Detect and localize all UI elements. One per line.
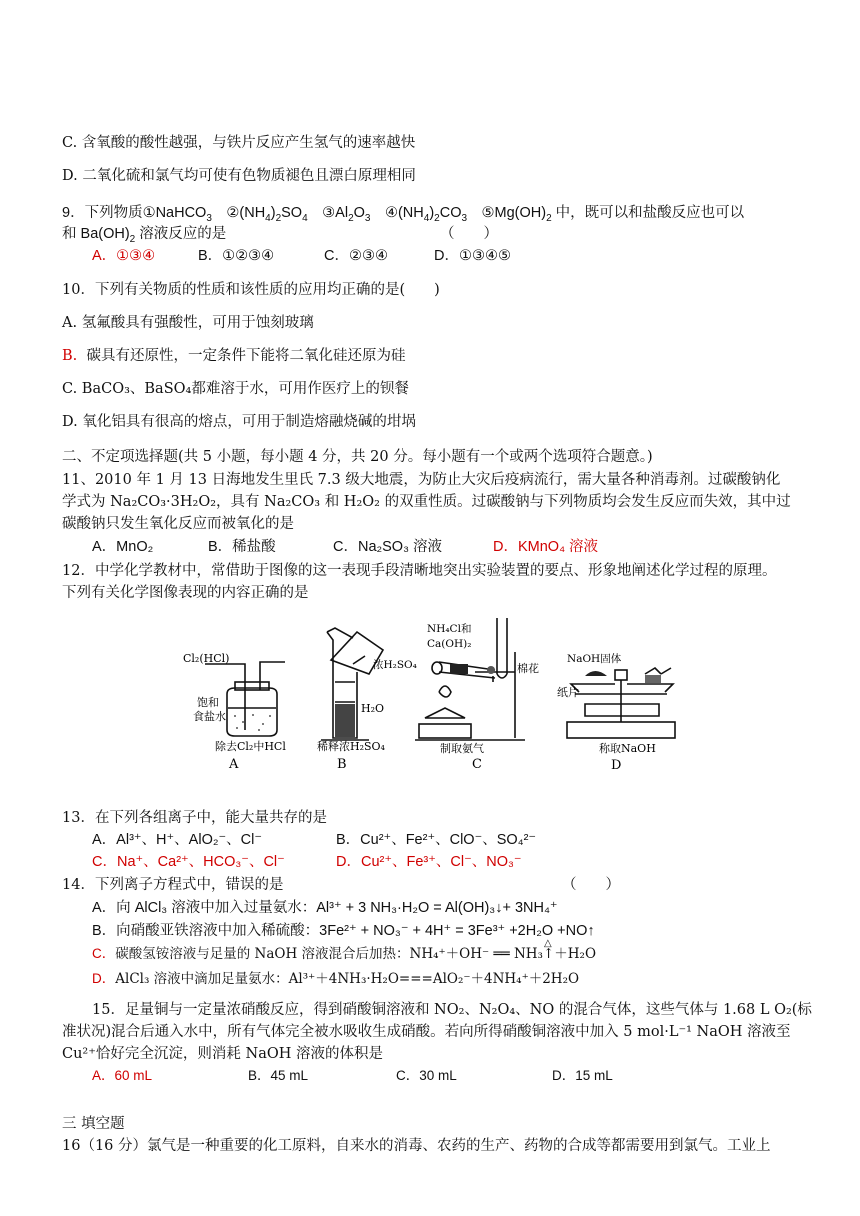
apparatus-b-water-label: H₂O [361, 702, 385, 715]
section-3-heading: 三 填空题 [62, 1116, 125, 1132]
q15-option-d: D．15 mL [552, 1068, 613, 1083]
q15-option-a: A．60 mL [92, 1068, 153, 1083]
q15-option-b: B．45 mL [248, 1068, 309, 1083]
apparatus-d-letter: D [611, 758, 622, 772]
apparatus-c-ammonia-setup [415, 618, 525, 740]
apparatus-b-letter: B [337, 757, 347, 772]
q12-line1: 12．中学化学教材中，常借助于图像的这一表现手段清晰地突出实验装置的要点、形象地阐述化学过程的原理。 [62, 563, 777, 579]
q11-option-b: B．稀盐酸 [208, 539, 276, 555]
q14-option-b: B．向硝酸亚铁溶液中加入稀硫酸：3Fe²⁺ + NO₃⁻ + 4H⁺ = 3Fe³⁺ +2H₂O +NO↑ [92, 923, 595, 939]
q11-line3: 碳酸钠只发生氧化反应而被氧化的是 [62, 516, 294, 532]
q-prev-option-c: C. 含氧酸的酸性越强，与铁片反应产生氢气的速率越快 [62, 135, 416, 151]
q15-option-c: C．30 mL [396, 1068, 457, 1083]
apparatus-a-gas-label: Cl₂(HCl) [183, 652, 230, 665]
apparatus-a-letter: A [229, 757, 239, 772]
apparatus-d-caption: 称取NaOH [599, 742, 656, 755]
q-prev-option-d: D. 二氧化硫和氯气均可使有色物质褪色且漂白原理相同 [62, 168, 416, 184]
q13-stem: 13．在下列各组离子中，能大量共存的是 [62, 810, 327, 826]
q10-stem: 10．下列有关物质的性质和该性质的应用均正确的是( ) [62, 282, 440, 298]
apparatus-b-acid-label: 浓H₂SO₄ [373, 659, 417, 671]
q15-line2: 准状况)混合后通入水中，所有气体完全被水吸收生成硝酸。若向所得硝酸铜溶液中加入 5 mol·L⁻¹ NaOH 溶液至 [62, 1024, 791, 1040]
q11-line2: 学式为 Na₂CO₃·3H₂O₂，具有 Na₂CO₃ 和 H₂O₂ 的双重性质。过碳酸钠与下列物质均会发生反应而失效，其中过 [62, 494, 791, 510]
apparatus-c-label-1: NH₄Cl和 [427, 623, 472, 635]
q9-option-b: B．①②③④ [198, 248, 275, 264]
apparatus-c-cotton-label: 棉花 [517, 662, 539, 675]
apparatus-d-paper-label: 纸片 [557, 686, 579, 699]
q11-option-d: D．KMnO₄ 溶液 [493, 539, 599, 555]
q16-line1: 16（16 分）氯气是一种重要的化工原料，自来水的消毒、农药的生产、药物的合成等都需要用到氯气。工业上 [62, 1138, 771, 1154]
apparatus-c-letter: C [472, 757, 482, 772]
q10-option-b: B. 碳具有还原性，一定条件下能将二氧化硅还原为硅 [62, 348, 406, 364]
apparatus-b-caption: 稀释浓H₂SO₄ [317, 740, 385, 753]
q13-option-a: A．Al³⁺、H⁺、AlO₂⁻、Cl⁻ [92, 832, 262, 848]
q13-options-row2 [92, 852, 522, 872]
q9-stem-line2: 和 $Ba(OH)_2$ 溶液反应的是 （ ） [62, 226, 498, 245]
apparatus-a-caption: 除去Cl₂中HCl [215, 740, 286, 753]
q11-line1: 11、2010 年 1 月 13 日海地发生里氏 7.3 级大地震，为防止大灾后疫病流行，需大量各种消毒剂。过碳酸钠化 [62, 472, 781, 488]
apparatus-c-label-2: Ca(OH)₂ [427, 638, 472, 650]
q9-answer-paren: （ ） [440, 226, 498, 242]
q11-option-a: A．MnO₂ [92, 539, 154, 555]
q13-option-d: D．Cu²⁺、Fe³⁺、Cl⁻、NO₃⁻ [336, 854, 522, 870]
q11-option-c: C．Na₂SO₃ 溶液 [333, 539, 443, 555]
q14-stem: 14．下列离子方程式中，错误的是 （ ） [62, 877, 620, 893]
q13-option-c: C．Na⁺、Ca²⁺、HCO₃⁻、Cl⁻ [92, 854, 285, 870]
q15-line3: Cu²⁺恰好完全沉淀，则消耗 NaOH 溶液的体积是 [62, 1046, 383, 1062]
apparatus-a-label-1: 饱和 [197, 696, 219, 709]
q15-options [92, 1066, 613, 1086]
q10-option-c: C. BaCO₃、BaSO₄都难溶于水，可用作医疗上的钡餐 [62, 381, 409, 397]
q9-stem-line1: 9．下列物质①NaHCO$_3$ $②(NH_4)_2SO_4$ $③Al_2O_3$ $④(NH_4)_2CO_3$ $⑤Mg(OH)_2$ 中，既可以和盐酸反应也可以 [62, 205, 745, 224]
q13-options-row1 [92, 830, 536, 850]
q9-options [92, 246, 511, 266]
section-2-heading: 二、不定项选择题(共 5 小题，每小题 4 分，共 20 分。每小题有一个或两个选项符合题意。) [62, 449, 653, 465]
apparatus-c-caption: 制取氨气 [440, 742, 484, 755]
apparatus-d-solid-label: NaOH固体 [567, 653, 622, 665]
q9-option-c: C．②③④ [324, 248, 388, 264]
q12-apparatus-figure [175, 612, 695, 772]
q14-answer-paren: （ ） [562, 877, 620, 893]
q11-options [92, 537, 598, 557]
q14-option-d: D．AlCl₃ 溶液中滴加足量氨水：Al³⁺＋4NH₃·H₂O===AlO₂⁻＋4NH₄⁺＋2H₂O [92, 971, 580, 987]
q9-option-d: D．①③④⑤ [434, 248, 511, 264]
q9-option-a: A．①③④ [92, 248, 156, 264]
q10-option-d: D. 氧化铝具有很高的熔点，可用于制造熔融烧碱的坩埚 [62, 414, 416, 430]
q13-option-b: B．Cu²⁺、Fe²⁺、ClO⁻、SO₄²⁻ [336, 832, 537, 848]
q12-line2: 下列有关化学图像表现的内容正确的是 [62, 585, 309, 601]
q14-option-c: C．碳酸氢铵溶液与足量的 NaOH 溶液混合后加热：NH₄⁺＋OH⁻ ══ NH₃↑＋H₂O △ [92, 944, 596, 964]
q14-option-a: A．向 AlCl₃ 溶液中加入过量氨水：Al³⁺ + 3 NH₃·H₂O = Al(OH)₃↓+ 3NH₄⁺ [92, 900, 558, 916]
q15-line1: 15．足量铜与一定量浓硝酸反应，得到硝酸铜溶液和 NO₂、N₂O₄、NO 的混合气体，这些气体与 1.68 L O₂(标 [92, 1002, 812, 1018]
heat-delta-icon: △ [544, 938, 552, 949]
q10-option-a: A. 氢氟酸具有强酸性，可用于蚀刻玻璃 [62, 315, 314, 331]
apparatus-a-label-2: 食盐水 [193, 710, 226, 723]
